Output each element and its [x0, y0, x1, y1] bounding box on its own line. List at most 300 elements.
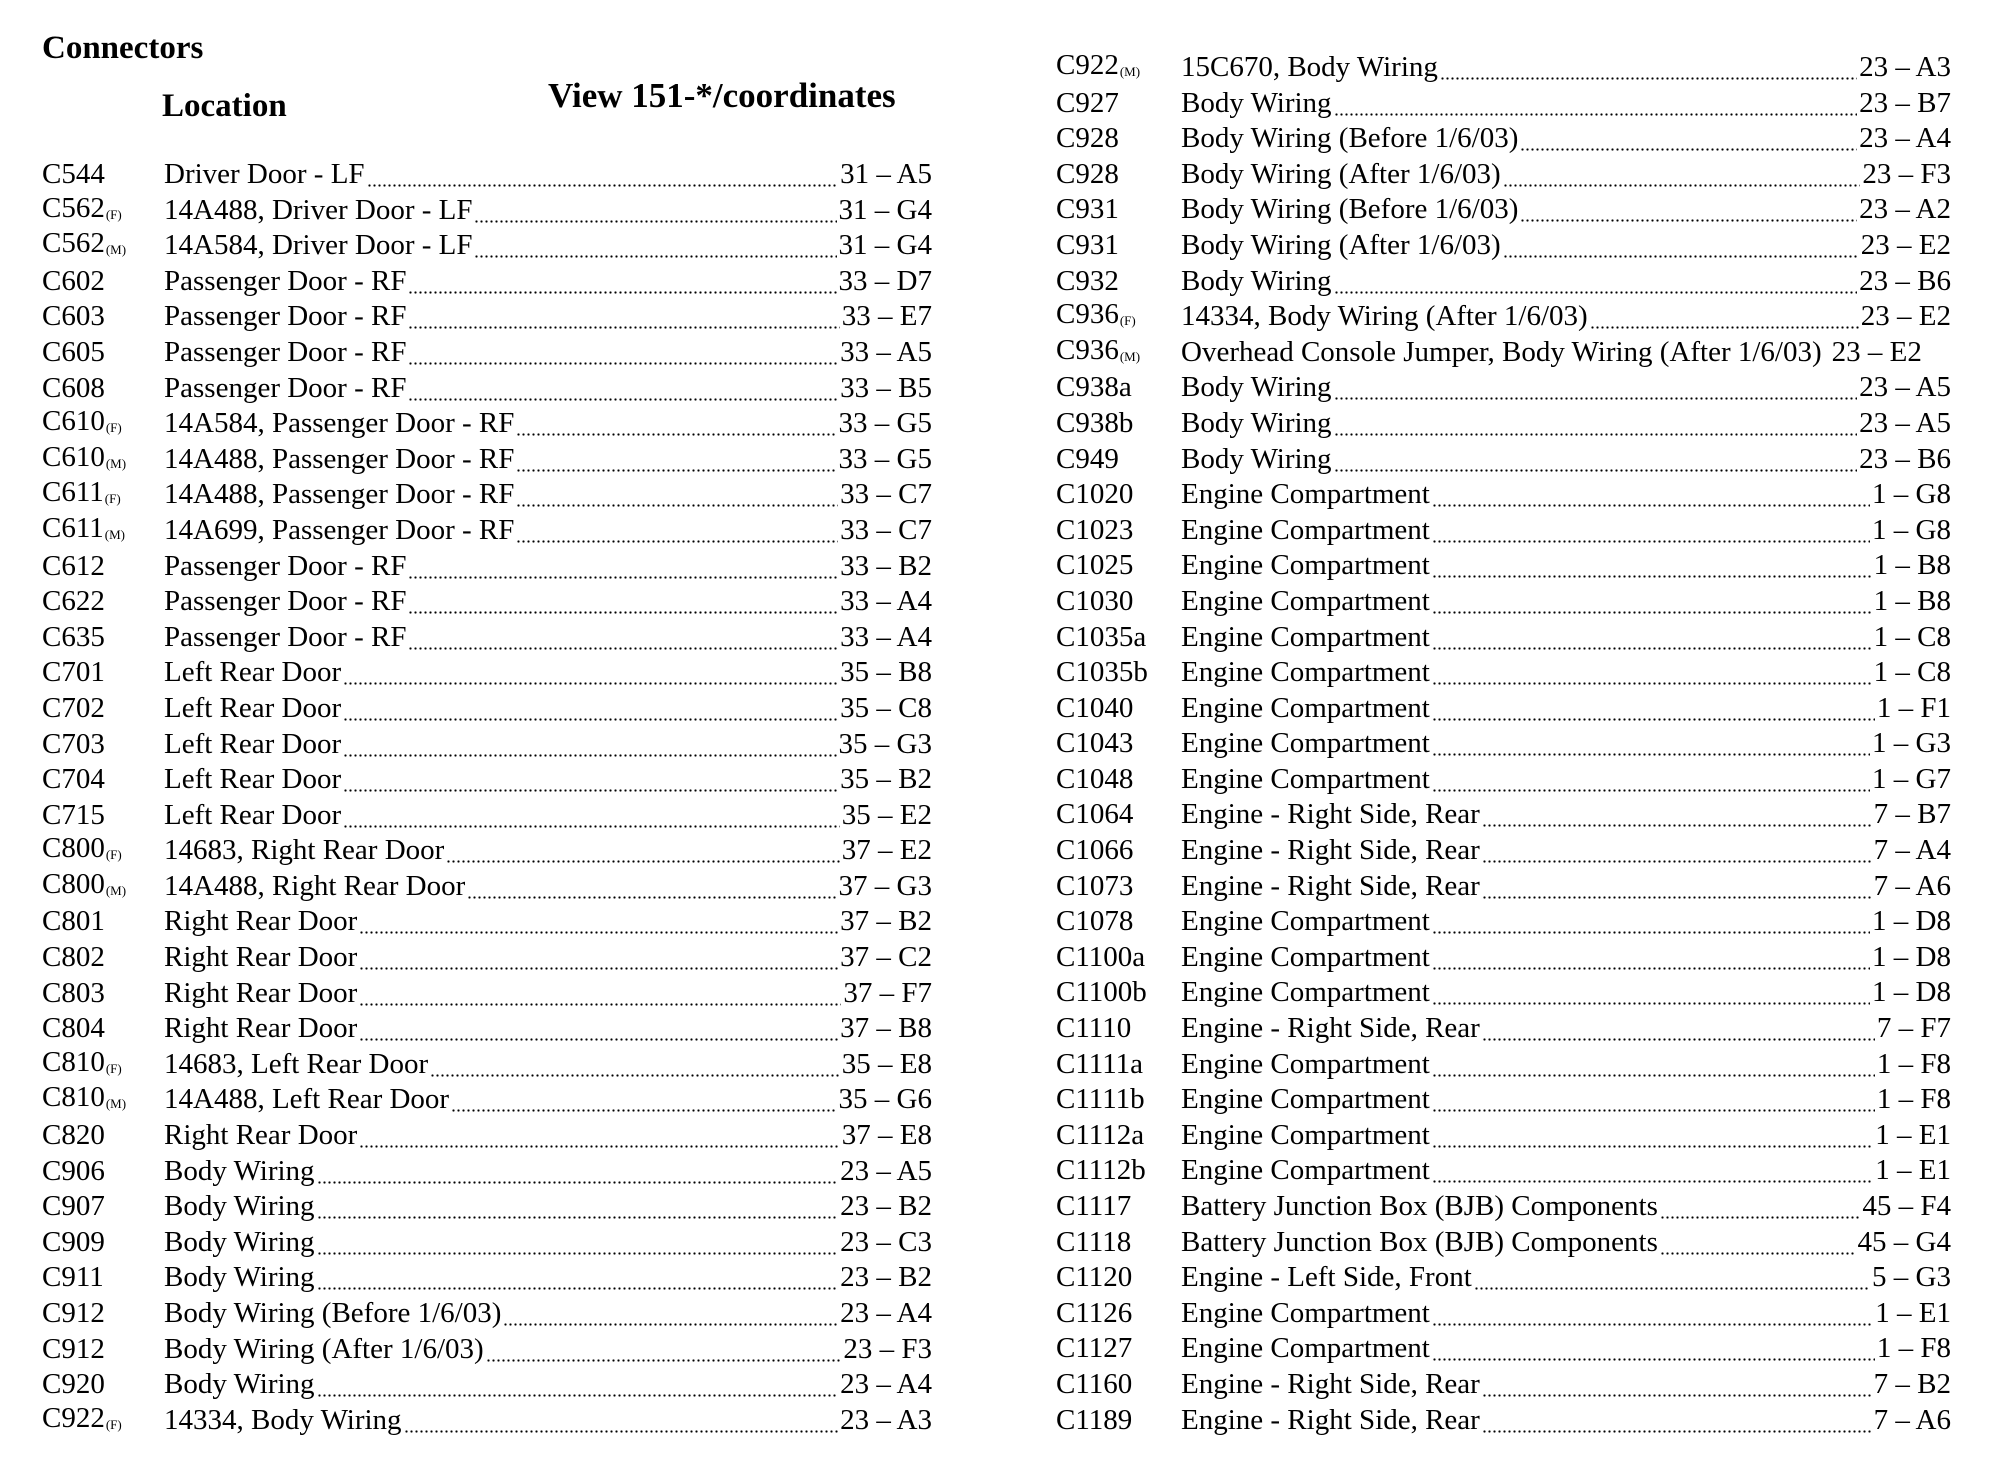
- view-coordinate: 23 – B7: [1859, 86, 1951, 119]
- connector-id: [1056, 1082, 1181, 1118]
- list-item: [42, 976, 932, 1012]
- connector-id: [1056, 797, 1181, 833]
- connector-id: [42, 1296, 164, 1332]
- dot-leader: [1432, 726, 1870, 762]
- list-item: [42, 549, 932, 585]
- dot-leader: [1432, 1047, 1875, 1083]
- connector-id-text: C1064: [1056, 798, 1134, 831]
- dot-leader: [1432, 691, 1875, 727]
- connector-id-text: C911: [42, 1261, 104, 1294]
- dot-leader: [451, 1082, 836, 1118]
- list-item: [42, 513, 932, 549]
- connector-gender-suffix: (F): [1119, 313, 1136, 329]
- connector-id: [42, 655, 164, 691]
- connector-id: [1056, 264, 1181, 300]
- view-coordinate: 7 – B7: [1873, 798, 1951, 831]
- view-coordinate: 35 – G3: [838, 727, 932, 760]
- view-coordinate: 1 – B8: [1873, 549, 1951, 582]
- connector-id-text: C612: [42, 549, 105, 582]
- connector-gender-suffix: (F): [105, 847, 122, 863]
- connector-id-text: C938b: [1056, 406, 1134, 439]
- list-item: [1056, 50, 1951, 86]
- dot-leader: [1432, 513, 1870, 549]
- connector-id-text: C1111b: [1056, 1083, 1145, 1116]
- connector-location: Left Rear Door: [164, 691, 342, 724]
- list-item: [42, 904, 932, 940]
- connector-id-text: C1043: [1056, 727, 1134, 760]
- connector-location: Left Rear Door: [164, 656, 342, 689]
- view-coordinate: 33 – G5: [838, 442, 932, 475]
- connector-id: [42, 727, 164, 763]
- dot-leader: [1482, 1367, 1872, 1403]
- connector-id: [42, 549, 164, 585]
- dot-leader: [359, 976, 841, 1012]
- view-coordinate: 7 – A4: [1873, 834, 1951, 867]
- dot-leader: [1660, 1189, 1860, 1225]
- view-coordinate: 45 – G4: [1857, 1225, 1951, 1258]
- view-coordinate: 1 – C8: [1873, 620, 1951, 653]
- view-coordinate: 1 – F8: [1876, 1332, 1951, 1365]
- dot-leader: [1432, 1082, 1875, 1118]
- connector-location: Right Rear Door: [164, 941, 358, 974]
- list-item: [42, 264, 932, 300]
- list-item: [1056, 1047, 1951, 1083]
- view-coordinate: 7 – F7: [1876, 1012, 1951, 1045]
- list-item: [1056, 691, 1951, 727]
- view-coordinate: 7 – A6: [1873, 1403, 1951, 1436]
- connector-location: Right Rear Door: [164, 1119, 358, 1152]
- connector-id: [42, 157, 164, 193]
- connector-id-text: C635: [42, 620, 105, 653]
- connector-id: [42, 620, 164, 656]
- dot-leader: [317, 1367, 839, 1403]
- view-coordinate: 23 – E2: [1831, 335, 1922, 368]
- dot-leader: [1482, 869, 1872, 905]
- connector-id-text: C928: [1056, 157, 1119, 190]
- connector-id: [42, 1118, 164, 1154]
- view-coordinate: 23 – C3: [840, 1225, 932, 1258]
- connector-location: Engine Compartment: [1181, 762, 1430, 795]
- connector-id: [42, 335, 164, 371]
- connector-gender-suffix: (F): [105, 206, 122, 222]
- list-item: [1056, 904, 1951, 940]
- connector-id: [42, 1332, 164, 1368]
- connector-id: [1056, 406, 1181, 442]
- view-coordinate: 23 – A5: [1859, 406, 1951, 439]
- connector-id: [1056, 1367, 1181, 1403]
- connector-id: [1056, 548, 1181, 584]
- view-coordinate: 1 – C8: [1873, 656, 1951, 689]
- list-item: [1056, 869, 1951, 905]
- connector-location: 14A584, Passenger Door - RF: [164, 407, 515, 440]
- view-coordinate: 1 – G8: [1872, 478, 1951, 511]
- view-coordinate: 1 – G8: [1872, 513, 1951, 546]
- connector-location: Engine - Right Side, Rear: [1181, 1367, 1480, 1400]
- view-coordinate: 23 – F3: [843, 1332, 932, 1365]
- view-coordinate: 35 – C8: [840, 691, 932, 724]
- connector-location: Left Rear Door: [164, 763, 342, 796]
- connector-location: Body Wiring: [164, 1261, 315, 1294]
- connector-id: [42, 475, 164, 515]
- connector-location: Left Rear Door: [164, 727, 342, 760]
- dot-leader: [474, 228, 836, 264]
- connector-id: [1056, 869, 1181, 905]
- list-item: [42, 371, 932, 407]
- list-item: [42, 1296, 932, 1332]
- connector-id-text: C562: [42, 191, 105, 224]
- connector-id: [1056, 762, 1181, 798]
- view-coordinate: 33 – A4: [840, 585, 932, 618]
- list-item: [1056, 370, 1951, 406]
- connector-location: 15C670, Body Wiring: [1181, 51, 1438, 83]
- list-item: [1056, 264, 1951, 300]
- connector-id-text: C931: [1056, 228, 1119, 261]
- view-coordinate: 23 – E2: [1860, 228, 1951, 261]
- connector-id: [1056, 121, 1181, 157]
- connector-id-text: C1023: [1056, 513, 1134, 546]
- connector-id-text: C912: [42, 1332, 105, 1365]
- connector-location: Body Wiring: [1181, 406, 1332, 439]
- connector-location: Engine - Right Side, Rear: [1181, 869, 1480, 902]
- connector-id: [1056, 655, 1181, 691]
- connector-location: 14A488, Driver Door - LF: [164, 193, 473, 226]
- view-coordinate: 33 – A4: [840, 620, 932, 653]
- dot-leader: [516, 513, 838, 549]
- connector-id: [1056, 1153, 1181, 1189]
- list-item: [1056, 406, 1951, 442]
- list-item: [1056, 940, 1951, 976]
- connector-location: Right Rear Door: [164, 1012, 358, 1045]
- view-coordinate: 33 – A5: [840, 335, 932, 368]
- connector-id-text: C1035b: [1056, 656, 1148, 689]
- connector-id: [1056, 975, 1181, 1011]
- list-item: [42, 1367, 932, 1403]
- connector-location: 14683, Left Rear Door: [164, 1047, 429, 1080]
- connector-id: [1056, 1047, 1181, 1083]
- list-item: [42, 228, 932, 264]
- connector-location: Engine Compartment: [1181, 1154, 1430, 1187]
- left-connector-list: [42, 157, 932, 1438]
- connector-location: Engine - Right Side, Rear: [1181, 834, 1480, 867]
- connector-id-text: C702: [42, 691, 105, 724]
- connector-location: Passenger Door - RF: [164, 335, 407, 368]
- list-item: [1056, 833, 1951, 869]
- connector-id-text: C1117: [1056, 1190, 1132, 1222]
- connector-id: [1056, 620, 1181, 656]
- list-item: [42, 584, 932, 620]
- connector-id-text: C1025: [1056, 549, 1134, 582]
- view-coordinate: 37 – B2: [840, 905, 932, 938]
- location-column-header: Location: [162, 88, 287, 124]
- dot-leader: [1432, 940, 1870, 976]
- view-coordinate: 23 – A3: [1859, 51, 1951, 83]
- dot-leader: [343, 798, 840, 834]
- connector-location: Body Wiring (After 1/6/03): [1181, 228, 1501, 261]
- view-coordinate: 37 – F7: [843, 976, 932, 1009]
- connector-id: [42, 1011, 164, 1047]
- connector-gender-suffix: (M): [1119, 348, 1141, 364]
- connector-id-text: C1100b: [1056, 976, 1147, 1009]
- list-item: [1056, 335, 1951, 371]
- connector-location: Engine Compartment: [1181, 1083, 1430, 1116]
- view-coordinate: 1 – D8: [1872, 905, 1951, 938]
- connector-location: Engine - Right Side, Rear: [1181, 798, 1480, 831]
- connector-id: [42, 1080, 164, 1120]
- view-coordinate: 23 – B6: [1859, 264, 1951, 297]
- view-coordinate: 33 – D7: [838, 264, 932, 297]
- dot-leader: [408, 584, 838, 620]
- connector-id-text: C938a: [1056, 371, 1132, 404]
- dot-leader: [317, 1189, 839, 1225]
- connector-id-text: C1127: [1056, 1332, 1133, 1365]
- list-item: [42, 1118, 932, 1154]
- connector-location: Body Wiring: [1181, 86, 1332, 119]
- connector-id: [1056, 1225, 1181, 1261]
- connector-id-text: C611: [42, 511, 104, 544]
- dot-leader: [467, 869, 836, 905]
- connector-id-text: C1078: [1056, 905, 1134, 938]
- view-coordinate: 23 – A3: [840, 1403, 932, 1436]
- connector-location: Right Rear Door: [164, 976, 358, 1009]
- connector-id-text: C936: [1056, 298, 1119, 331]
- connector-id-text: C932: [1056, 264, 1119, 297]
- connector-id: [42, 440, 164, 480]
- list-item: [42, 335, 932, 371]
- connector-id-text: C1189: [1056, 1403, 1133, 1436]
- dot-leader: [446, 833, 839, 869]
- view-coordinate: 31 – G4: [838, 193, 932, 226]
- connector-gender-suffix: (M): [105, 455, 127, 471]
- list-item: [42, 406, 932, 442]
- list-item: [42, 833, 932, 869]
- connector-location: Overhead Console Jumper, Body Wiring (After 1/6/03): [1181, 335, 1822, 368]
- connector-id-text: C800: [42, 832, 105, 865]
- view-coordinate: 7 – B2: [1873, 1367, 1951, 1400]
- connector-location: Engine - Right Side, Rear: [1181, 1403, 1480, 1436]
- view-coordinate: 1 – D8: [1872, 940, 1951, 973]
- connector-id: [1056, 1331, 1181, 1367]
- connector-id-text: C602: [42, 264, 105, 297]
- connector-id: [1056, 1189, 1181, 1225]
- dot-leader: [1590, 299, 1859, 335]
- connector-id: [42, 1045, 164, 1085]
- connector-location: Battery Junction Box (BJB) Components: [1181, 1190, 1658, 1222]
- view-coordinate: 7 – A6: [1873, 869, 1951, 902]
- dot-leader: [1482, 1403, 1872, 1439]
- connector-id-text: C1030: [1056, 584, 1134, 617]
- dot-leader: [1334, 442, 1858, 478]
- list-item: [1056, 513, 1951, 549]
- dot-leader: [1440, 50, 1857, 86]
- dot-leader: [1432, 762, 1870, 798]
- list-item: [1056, 1403, 1951, 1439]
- connector-id: [42, 798, 164, 834]
- connector-location: Body Wiring: [1181, 371, 1332, 404]
- connector-location: Engine Compartment: [1181, 1118, 1430, 1151]
- connector-location: Body Wiring (Before 1/6/03): [1181, 122, 1519, 155]
- dot-leader: [430, 1047, 840, 1083]
- connector-location: 14334, Body Wiring: [164, 1403, 402, 1436]
- list-item: [1056, 477, 1951, 513]
- dot-leader: [516, 406, 836, 442]
- connector-id-text: C907: [42, 1190, 105, 1223]
- connector-id-text: C920: [42, 1368, 105, 1401]
- list-item: [1056, 157, 1951, 193]
- dot-leader: [408, 299, 839, 335]
- list-item: [42, 1332, 932, 1368]
- dot-leader: [343, 655, 838, 691]
- connector-id-text: C1048: [1056, 762, 1134, 795]
- page-title: Connectors: [42, 30, 204, 66]
- dot-leader: [1432, 584, 1872, 620]
- list-item: [42, 477, 932, 513]
- connector-id: [1056, 48, 1181, 88]
- connector-id: [42, 1401, 164, 1441]
- connector-location: Engine Compartment: [1181, 976, 1430, 1009]
- connector-id-text: C715: [42, 798, 105, 831]
- connector-id: [42, 762, 164, 798]
- connector-location: Engine Compartment: [1181, 584, 1430, 617]
- list-item: [42, 1011, 932, 1047]
- connector-id-text: C1112b: [1056, 1154, 1146, 1187]
- connector-location: Passenger Door - RF: [164, 549, 407, 582]
- dot-leader: [359, 940, 838, 976]
- dot-leader: [408, 335, 838, 371]
- connector-location: Engine Compartment: [1181, 478, 1430, 511]
- connector-location: Left Rear Door: [164, 798, 342, 831]
- view-coordinate: 33 – G5: [838, 407, 932, 440]
- dot-leader: [1660, 1225, 1856, 1261]
- connector-id: [42, 584, 164, 620]
- view-coordinate: 33 – C7: [840, 513, 932, 546]
- connector-id-text: C936: [1056, 333, 1119, 366]
- connector-id-text: C603: [42, 300, 105, 333]
- list-item: [1056, 121, 1951, 157]
- connector-gender-suffix: (M): [105, 1096, 127, 1112]
- connector-id: [42, 264, 164, 300]
- list-item: [1056, 299, 1951, 335]
- dot-leader: [1432, 1296, 1873, 1332]
- connector-id-text: C800: [42, 867, 105, 900]
- dot-leader: [1334, 264, 1858, 300]
- list-item: [42, 157, 932, 193]
- view-coordinate: 23 – A4: [840, 1297, 932, 1329]
- connector-id: [42, 1367, 164, 1403]
- dot-leader: [1474, 1260, 1870, 1296]
- connector-id: [1056, 691, 1181, 727]
- view-coordinate: 1 – F8: [1876, 1047, 1951, 1080]
- view-coordinate: 37 – C2: [840, 941, 932, 974]
- connector-id: [42, 511, 164, 551]
- list-item: [1056, 762, 1951, 798]
- connector-id: [42, 371, 164, 407]
- view-coordinate: 37 – B8: [840, 1012, 932, 1045]
- connector-location: Passenger Door - RF: [164, 620, 407, 653]
- dot-leader: [1432, 1118, 1873, 1154]
- list-item: [42, 762, 932, 798]
- connector-id-text: C1126: [1056, 1296, 1133, 1329]
- dot-leader: [367, 157, 839, 193]
- connector-location: 14A584, Driver Door - LF: [164, 229, 473, 262]
- dot-leader: [343, 727, 836, 763]
- connector-location: Engine - Right Side, Rear: [1181, 1012, 1480, 1045]
- connector-id-text: C1040: [1056, 691, 1134, 724]
- list-item: [42, 1189, 932, 1225]
- dot-leader: [486, 1332, 842, 1368]
- dot-leader: [474, 193, 836, 229]
- dot-leader: [1520, 192, 1857, 228]
- list-item: [1056, 620, 1951, 656]
- connector-id: [42, 976, 164, 1012]
- connector-id-text: C1120: [1056, 1261, 1133, 1294]
- view-coordinate: 23 – A5: [840, 1154, 932, 1187]
- connector-id-text: C1073: [1056, 869, 1134, 902]
- dot-leader: [317, 1225, 839, 1261]
- connector-id-text: C544: [42, 158, 105, 190]
- list-item: [1056, 1225, 1951, 1261]
- connector-id: [1056, 1011, 1181, 1047]
- connector-id: [1056, 940, 1181, 976]
- connector-id: [1056, 1296, 1181, 1332]
- connector-id-text: C810: [42, 1081, 105, 1114]
- view-coordinate: 23 – A4: [840, 1368, 932, 1401]
- list-item: [1056, 655, 1951, 691]
- connector-id: [1056, 1260, 1181, 1296]
- view-coordinate: 1 – E1: [1875, 1296, 1951, 1329]
- connector-location: Body Wiring: [164, 1368, 315, 1401]
- connector-id-text: C927: [1056, 86, 1119, 119]
- connector-location: 14A488, Passenger Door - RF: [164, 442, 515, 475]
- view-coordinate: 35 – B2: [840, 763, 932, 796]
- connector-id: [1056, 86, 1181, 122]
- dot-leader: [317, 1260, 839, 1296]
- connector-id-text: C912: [42, 1297, 105, 1329]
- connector-id-text: C909: [42, 1225, 105, 1258]
- connector-id-text: C605: [42, 335, 105, 368]
- connector-id: [42, 1154, 164, 1190]
- dot-leader: [1482, 797, 1872, 833]
- list-item: [1056, 228, 1951, 264]
- dot-leader: [1824, 335, 1830, 371]
- connector-gender-suffix: (M): [104, 526, 125, 542]
- connector-location: Driver Door - LF: [164, 158, 365, 190]
- connector-id-text: C803: [42, 976, 105, 1009]
- dot-leader: [1334, 406, 1858, 442]
- connector-location: Engine Compartment: [1181, 1047, 1430, 1080]
- view-coordinate: 23 – F3: [1862, 157, 1951, 190]
- connector-location: Engine Compartment: [1181, 940, 1430, 973]
- dot-leader: [1432, 904, 1870, 940]
- connector-id: [1056, 157, 1181, 193]
- dot-leader: [1520, 121, 1857, 157]
- connector-gender-suffix: (M): [105, 242, 127, 258]
- connector-id-text: C820: [42, 1119, 105, 1152]
- dot-leader: [1432, 1331, 1875, 1367]
- list-item: [1056, 192, 1951, 228]
- dot-leader: [1432, 1153, 1873, 1189]
- list-item: [1056, 1118, 1951, 1154]
- view-coordinate: 23 – B2: [840, 1190, 932, 1223]
- list-item: [42, 1403, 932, 1439]
- connector-location: 14334, Body Wiring (After 1/6/03): [1181, 300, 1588, 333]
- view-coordinate: 1 – E1: [1875, 1154, 1951, 1187]
- dot-leader: [1334, 370, 1858, 406]
- connector-id-text: C610: [42, 405, 105, 438]
- dot-leader: [1503, 228, 1859, 264]
- dot-leader: [359, 1011, 838, 1047]
- view-coordinate: 1 – B8: [1873, 584, 1951, 617]
- dot-leader: [516, 477, 838, 513]
